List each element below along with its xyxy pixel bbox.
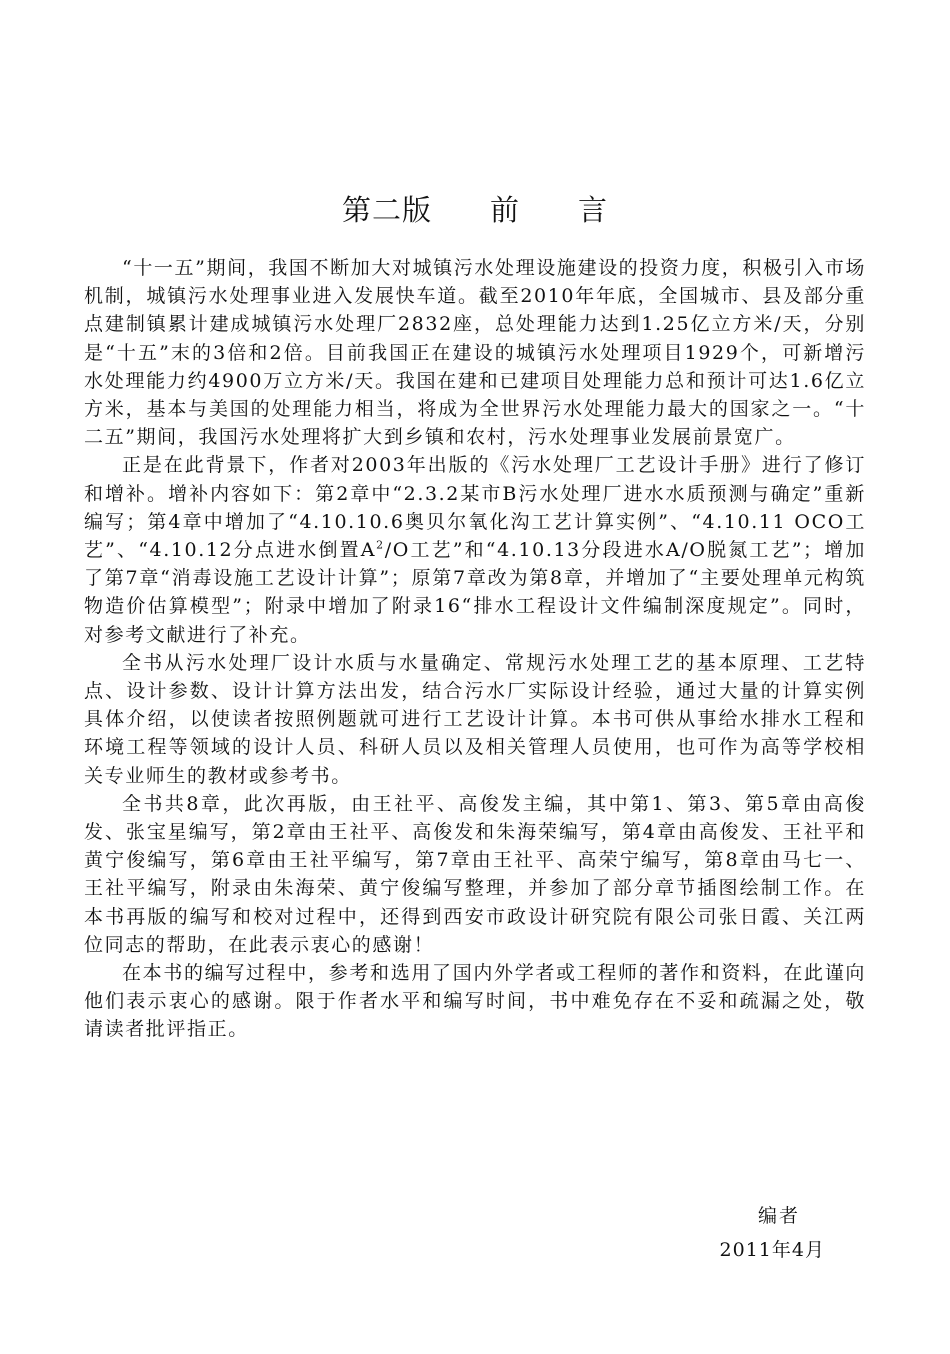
paragraph-2-part-a: 正是在此背景下，作者对2003年出版的《污水处理厂工艺设计手册》进行了修订和增补。增补内容如下：第2章中“2.3.2某市B污水处理厂进水水质预测与确定”重新编写；第4章中增加了“4.10.10.6奥贝尔氧化沟工艺计算实例”、“4.10.11 OCO工艺”、“4.10.12分点进水倒置A [84,454,866,562]
paragraph-2-part-b: /O工艺”和“4.10.13分段进水A/O脱氮工艺”；增加了第7章“消毒设施工艺设计计算”；原第7章改为第8章，并增加了“主要处理单元构筑物造价估算模型”；附录中增加了附录16“排水工程设计文件编制深度规定”。同时，对参考文献进行了补充。 [84,539,866,646]
superscript-2: 2 [376,538,385,552]
paragraph-3: 全书从污水处理厂设计水质与水量确定、常规污水处理工艺的基本原理、工艺特点、设计参数、设计计算方法出发，结合污水厂实际设计经验，通过大量的计算实例具体介绍，以使读者按照例题就可进行工艺设计计算。本书可供从事给水排水工程和环境工程等领域的设计人员、科研人员以及相关管理人员使用，也可作为高等学校相关专业师生的教材或参考书。 [84,651,866,787]
title-edition: 第二版 [341,193,432,227]
page-title [0,188,950,229]
paragraph-5: 在本书的编写过程中，参考和选用了国内外学者或工程师的著作和资料，在此谨向他们表示衷心的感谢。限于作者水平和编写时间，书中难免存在不妥和疏漏之处，敬请读者批评指正。 [84,962,866,1041]
signature: 编者 [757,1205,800,1227]
preface-body [84,254,866,1044]
title-char-2: 言 [578,193,609,227]
paragraph-4: 全书共8章，此次再版，由王社平、高俊发主编，其中第1、第3、第5章由高俊发、张宝星编写，第2章由王社平、高俊发和朱海荣编写，第4章由高俊发、王社平和黄宁俊编写，第6章由王社平编写，第7章由王社平、高荣宁编写，第8章由马七一、王社平编写，附录由朱海荣、黄宁俊编写整理，并参加了部分章节插图绘制工作。在本书再版的编写和校对过程中，还得到西安市政设计研究院有限公司张日霞、关江两位同志的帮助，在此表示衷心的感谢！ [84,792,866,956]
date: 2011年4月 [719,1239,825,1261]
paragraph-1: “十一五”期间，我国不断加大对城镇污水处理设施建设的投资力度，积极引入市场机制，城镇污水处理事业进入发展快车道。截至2010年年底，全国城市、县及部分重点建制镇累计建成城镇污水处理厂2832座，总处理能力达到1.25亿立方米/天，分别是“十五”末的3倍和2倍。目前我国正在建设的城镇污水处理项目1929个，可新增污水处理能力约4900万立方米/天。我国在建和已建项目处理能力总和预计可达1.6亿立方米，基本与美国的处理能力相当，将成为全世界污水处理能力最大的国家之一。“十二五”期间，我国污水处理将扩大到乡镇和农村，污水处理事业发展前景宽广。 [84,257,866,449]
paragraph-2 [84,451,866,648]
title-char-1: 前 [489,193,520,227]
